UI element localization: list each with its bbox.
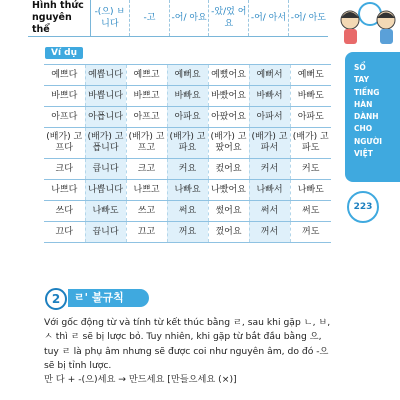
table-row [44, 86, 331, 107]
conjugated-cell: 예쁘고 [126, 65, 167, 86]
conjugated-cell: 예뻤어요 [208, 65, 249, 86]
conjugated-cell: 쓰고 [126, 201, 167, 222]
side-tab-line: NGƯỜI [354, 136, 383, 146]
text-line: tuy ㄹ là phụ âm nhưng sẽ được coi như nguyên âm, do đó -으 [44, 345, 329, 357]
conjugated-cell: 아파서 [249, 107, 290, 128]
conjugated-cell: 아픕니다 [85, 107, 126, 128]
text-line: ㅅ thì ㄹ sẽ bị lược bỏ. Tuy nhiên, khi gặp từ bắt đầu bằng 으, [44, 331, 322, 343]
conjugated-cell: 꺼서 [249, 222, 290, 243]
base-form-cell: 예쁘다 [44, 65, 85, 86]
side-tab-line: CHO [354, 124, 373, 134]
conjugated-cell: 나빠요 [167, 180, 208, 201]
header-cell: -어/ 아요 [169, 0, 209, 37]
header-label: Hình thức nguyên thể [28, 0, 90, 37]
conjugated-cell: 아파도 [290, 107, 331, 128]
side-tab-line: HÀN [354, 99, 373, 109]
conjugated-cell: (배가) 고파서 [249, 128, 290, 159]
conjugated-cell: 나쁩니다 [85, 180, 126, 201]
table-row [44, 159, 331, 180]
conjugated-cell: 바쁘고 [126, 86, 167, 107]
conjugated-cell: 컸어요 [208, 159, 249, 180]
base-form-cell: 아프다 [44, 107, 85, 128]
conjugated-cell: 바빠서 [249, 86, 290, 107]
header-cell: -어/ 아서 [249, 0, 289, 37]
conjugated-cell: 예뻐서 [249, 65, 290, 86]
conjugated-cell: 나빠서 [249, 180, 290, 201]
table-row [44, 222, 331, 243]
base-form-cell: 바쁘다 [44, 86, 85, 107]
conjugated-cell: 바빠도 [290, 86, 331, 107]
base-form-cell: 나쁘다 [44, 180, 85, 201]
conjugated-cell: 꺼도 [290, 222, 331, 243]
conjugated-cell: 커서 [249, 159, 290, 180]
conjugated-cell: 꺼요 [167, 222, 208, 243]
example-formula: 만 다 + -(으)세요 → 만드세요 [만들으세요 (×)] [44, 374, 237, 386]
conjugated-cell: 예뻐요 [167, 65, 208, 86]
conjugated-cell: 나빴어요 [208, 180, 249, 201]
conjugated-cell: 예뻐도 [290, 65, 331, 86]
conjugated-cell: 나쁘고 [126, 180, 167, 201]
conjugated-cell: 껐어요 [208, 222, 249, 243]
table-row [44, 201, 331, 222]
conjugated-cell: 썼어요 [208, 201, 249, 222]
conjugated-cell: 끕니다 [85, 222, 126, 243]
conjugated-cell: 크고 [126, 159, 167, 180]
conjugation-header-table [28, 0, 328, 37]
conjugated-cell: 예쁩니다 [85, 65, 126, 86]
header-cell: -어/ 아도 [288, 0, 328, 37]
explanation-text [44, 316, 344, 387]
conjugated-cell: (배가) 고팠어요 [208, 128, 249, 159]
conjugated-cell: 나빠도 [85, 201, 126, 222]
conjugated-cell: 바쁩니다 [85, 86, 126, 107]
conjugated-cell: (배가) 고프고 [126, 128, 167, 159]
header-row [28, 0, 328, 37]
base-form-cell: 크다 [44, 159, 85, 180]
conjugated-cell: 바빠요 [167, 86, 208, 107]
side-tab-text [354, 62, 394, 160]
header-cell: -(으) ㅂ니다 [90, 0, 130, 37]
page-number: 223 [347, 191, 379, 223]
conjugated-cell: (배가) 고픕니다 [85, 128, 126, 159]
side-tab-line: SỔ [354, 63, 366, 72]
conjugated-cell: 써서 [249, 201, 290, 222]
base-form-cell: 끄다 [44, 222, 85, 243]
table-row [44, 65, 331, 86]
conjugated-cell: 써도 [290, 201, 331, 222]
text-line: Với gốc động từ và tính từ kết thúc bằng ㄹ, sau khi gặp ㄴ, ㅂ, [44, 317, 331, 328]
example-label: Ví dụ [45, 47, 83, 59]
base-form-cell: 쓰다 [44, 201, 85, 222]
base-form-cell: (배가) 고프다 [44, 128, 85, 159]
conjugation-table [44, 64, 331, 243]
conjugated-cell: (배가) 고파요 [167, 128, 208, 159]
table-row [44, 180, 331, 201]
side-tab-line: TIẾNG [354, 87, 380, 97]
conjugated-cell: 커도 [290, 159, 331, 180]
table-row [44, 128, 331, 159]
side-tab-line: DÀNH [354, 112, 379, 122]
conjugated-cell: 나빠도 [290, 180, 331, 201]
conjugated-cell: 끄고 [126, 222, 167, 243]
mascot-illustration [338, 2, 400, 48]
section-number-badge: 2 [45, 288, 67, 310]
text-line: sẽ bị tỉnh lược. [44, 359, 112, 371]
table-row [44, 107, 331, 128]
conjugated-cell: 바빴어요 [208, 86, 249, 107]
conjugated-cell: 아프고 [126, 107, 167, 128]
header-cell: -았/었 어요 [209, 0, 249, 37]
conjugated-cell: (배가) 고파도 [290, 128, 331, 159]
side-tab-line: VIỆT [354, 149, 373, 159]
conjugated-cell: 아팠어요 [208, 107, 249, 128]
conjugated-cell: 큽니다 [85, 159, 126, 180]
section-title: ㄹ' 불규칙 [68, 289, 149, 307]
conjugated-cell: 커요 [167, 159, 208, 180]
conjugated-cell: 아파요 [167, 107, 208, 128]
conjugated-cell: 써요 [167, 201, 208, 222]
header-cell: -고 [130, 0, 170, 37]
side-tab-line: TAY [354, 75, 370, 85]
